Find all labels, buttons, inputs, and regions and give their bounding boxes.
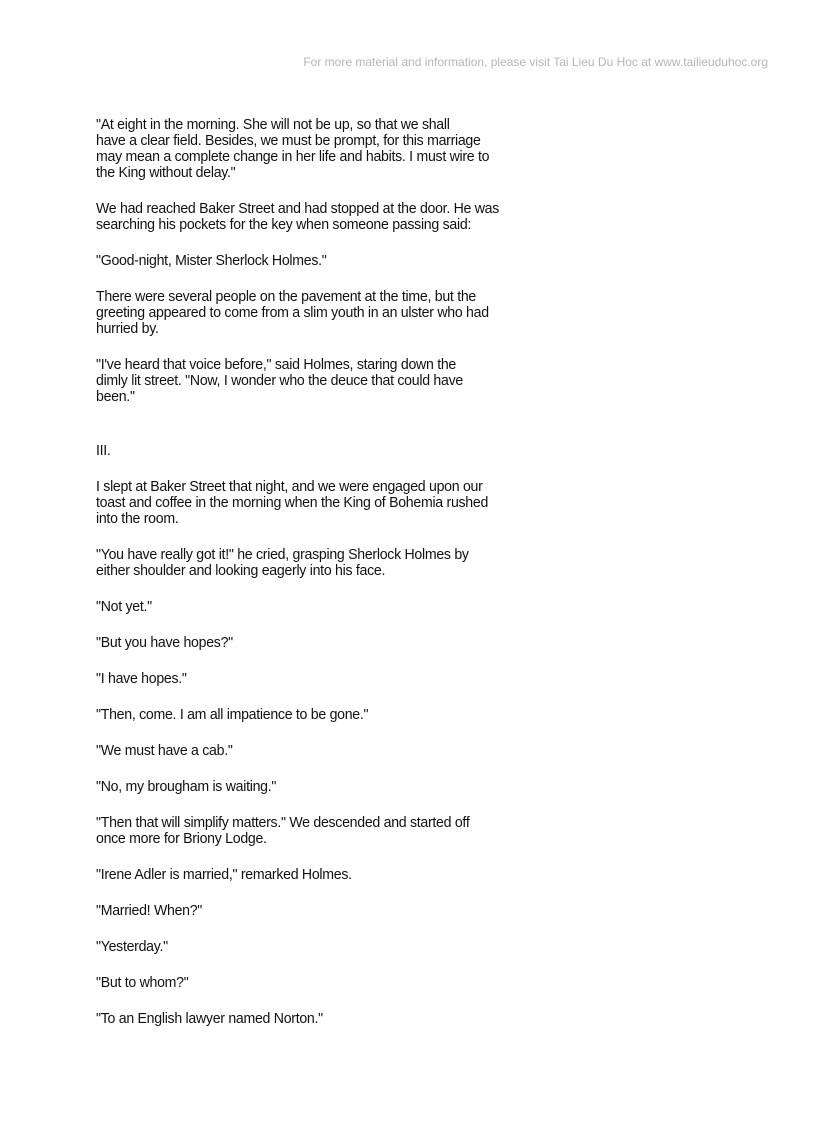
text-line: "You have really got it!" he cried, grasping Sherlock Holmes by xyxy=(96,546,469,563)
text-line: "Then that will simplify matters." We descended and started off xyxy=(96,814,470,831)
text-line: "But you have hopes?" xyxy=(96,634,233,651)
text-line: "Yesterday." xyxy=(96,938,168,955)
text-line: hurried by. xyxy=(96,320,159,337)
text-line: "I've heard that voice before," said Holmes, staring down the xyxy=(96,356,457,373)
paragraph xyxy=(96,253,561,269)
text-line: been." xyxy=(96,388,135,405)
text-line: toast and coffee in the morning when the King of Bohemia rushed xyxy=(96,494,489,511)
text-line: "Then, come. I am all impatience to be gone." xyxy=(96,706,369,723)
paragraph xyxy=(96,635,561,651)
text-line: searching his pockets for the key when someone passing said: xyxy=(96,216,472,233)
text-line: There were several people on the pavement at the time, but the xyxy=(96,288,476,305)
paragraph xyxy=(96,599,561,615)
text-line: "To an English lawyer named Norton." xyxy=(96,1010,323,1027)
text-line: "At eight in the morning. She will not be up, so that we shall xyxy=(96,116,450,133)
text-line: We had reached Baker Street and had stopped at the door. He was xyxy=(96,200,500,217)
text-line: "Good-night, Mister Sherlock Holmes." xyxy=(96,252,327,269)
paragraph xyxy=(96,975,561,991)
paragraph xyxy=(96,289,561,337)
text-line: "Married! When?" xyxy=(96,902,203,919)
paragraph xyxy=(96,357,561,405)
text-line: "Irene Adler is married," remarked Holmes. xyxy=(96,866,352,883)
text-line: dimly lit street. "Now, I wonder who the deuce that could have xyxy=(96,372,463,389)
text-line: either shoulder and looking eagerly into his face. xyxy=(96,562,386,579)
text-line: may mean a complete change in her life and habits. I must wire to xyxy=(96,148,490,165)
text-line: I slept at Baker Street that night, and we were engaged upon our xyxy=(96,478,483,495)
header-note: For more material and information, please visit Tai Lieu Du Hoc at www.tailieuduhoc.org xyxy=(303,55,768,69)
document-body xyxy=(96,117,596,1027)
text-line: have a clear field. Besides, we must be prompt, for this marriage xyxy=(96,132,481,149)
text-line: "But to whom?" xyxy=(96,974,189,991)
paragraph xyxy=(96,939,561,955)
text-line: "I have hopes." xyxy=(96,670,187,687)
paragraph xyxy=(96,779,561,795)
text-line: greeting appeared to come from a slim youth in an ulster who had xyxy=(96,304,489,321)
text-line: into the room. xyxy=(96,510,179,527)
paragraph xyxy=(96,201,561,233)
text-line: III. xyxy=(96,442,111,459)
paragraph xyxy=(96,547,561,579)
section-heading xyxy=(96,443,561,459)
text-line: "We must have a cab." xyxy=(96,742,233,759)
paragraph xyxy=(96,903,561,919)
paragraph xyxy=(96,867,561,883)
text-line: once more for Briony Lodge. xyxy=(96,830,267,847)
paragraph xyxy=(96,671,561,687)
paragraph xyxy=(96,479,561,527)
paragraph xyxy=(96,815,561,847)
text-line: "No, my brougham is waiting." xyxy=(96,778,277,795)
text-line: "Not yet." xyxy=(96,598,152,615)
text-line: the King without delay." xyxy=(96,164,236,181)
paragraph xyxy=(96,743,561,759)
paragraph xyxy=(96,707,561,723)
paragraph xyxy=(96,1011,561,1027)
paragraph xyxy=(96,117,561,181)
